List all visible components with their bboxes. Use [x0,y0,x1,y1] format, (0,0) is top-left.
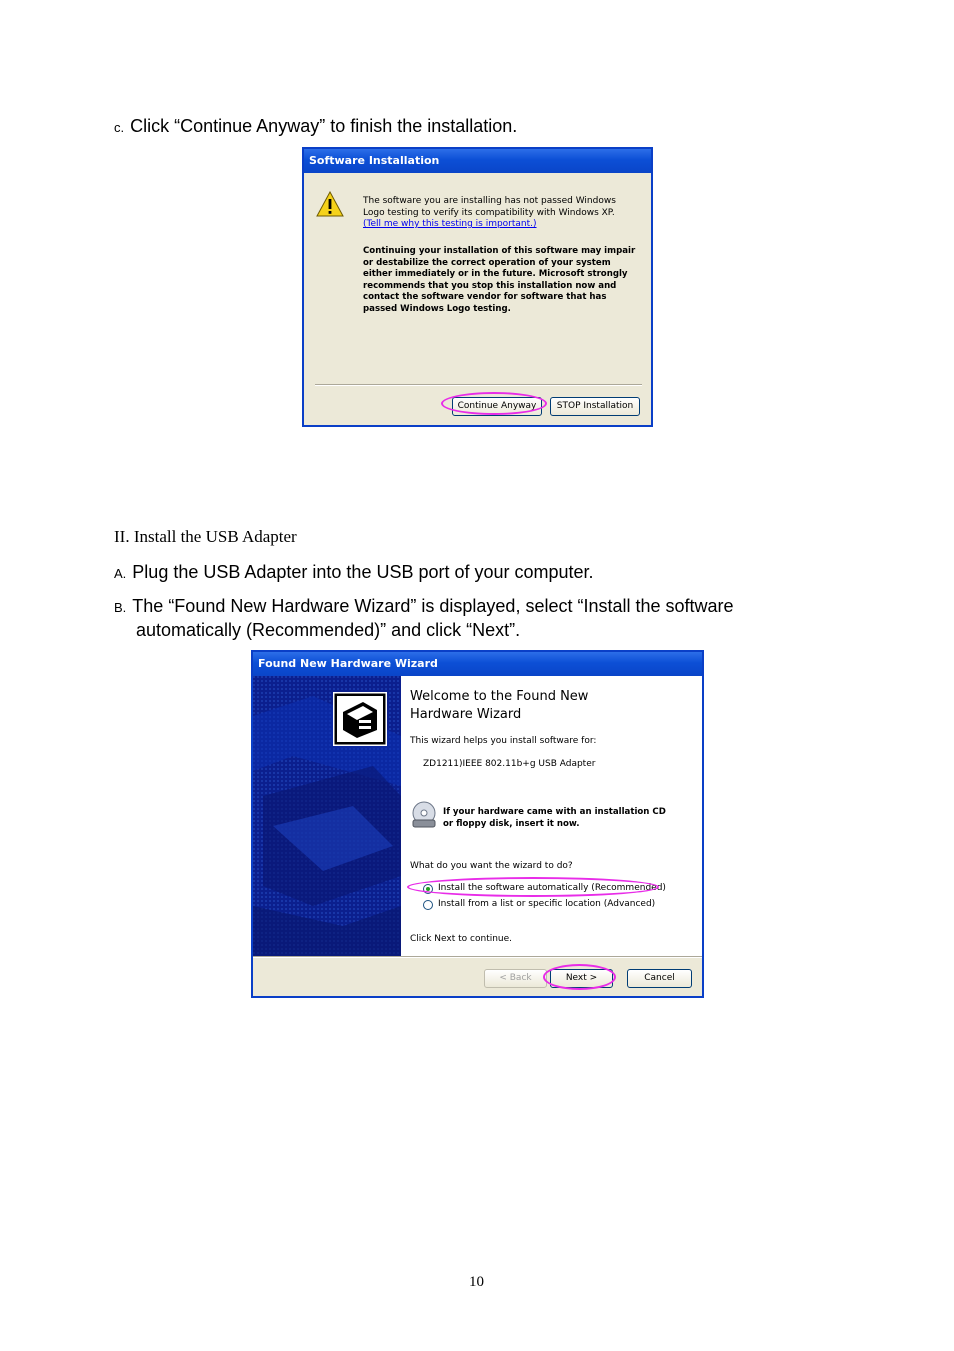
stop-installation-button[interactable]: STOP Installation [550,397,640,416]
step-a [114,560,594,586]
step-text: Click “Continue Anyway” to finish the installation. [130,116,518,136]
warning-text: Continuing your installation of this software may impair or destabilize the correct operation of your system either immediately or in the future. Microsoft strongly recommends that you stop this installation now and contact the software vendor for software that has passed Windows Logo testing. [363,246,636,314]
compatibility-message [363,196,629,231]
wizard-heading [410,688,588,724]
wizard-side-panel [253,676,401,956]
step-text: Plug the USB Adapter into the USB port of your computer. [132,562,594,582]
cd-instruction [443,807,666,830]
section-heading: II. Install the USB Adapter [114,527,297,546]
wizard-continue-text: Click Next to continue. [410,934,513,944]
step-b [114,594,734,620]
step-marker: B. [114,600,127,615]
dialog-separator [315,384,642,386]
wizard-separator [253,956,702,958]
software-installation-dialog [302,147,653,427]
cd-instruction-line: or floppy disk, insert it now. [443,818,580,829]
step-c [114,114,517,140]
step-text: The “Found New Hardware Wizard” is displayed, select “Install the software [132,596,734,616]
cd-icon [409,800,439,830]
wizard-intro: This wizard helps you install software for: [410,736,597,746]
wizard-question: What do you want the wizard to do? [410,861,573,871]
back-button[interactable]: < Back [484,969,547,988]
wizard-heading-line: Hardware Wizard [410,707,522,722]
wizard-content-panel [401,676,702,956]
dialog-title: Software Installation [304,149,651,173]
tell-me-why-link[interactable]: (Tell me why this testing is important.) [363,219,537,229]
warning-icon [316,191,344,217]
cd-instruction-line: If your hardware came with an installation CD [443,807,666,817]
wizard-heading-line: Welcome to the Found New [410,689,589,704]
step-b-continuation: automatically (Recommended)” and click “Next”. [136,620,521,640]
message-text: The software you are installing has not passed Windows Logo testing to verify its compatibility with Windows XP. [363,196,616,218]
option-install-automatic[interactable]: Install the software automatically (Recommended) [438,883,666,893]
page-number: 10 [469,1274,484,1290]
step-marker: c. [114,120,125,135]
wizard-title: Found New Hardware Wizard [253,652,702,676]
step-marker: A. [114,566,127,581]
continue-anyway-button[interactable]: Continue Anyway [452,397,542,416]
radio-install-automatic[interactable] [423,884,433,894]
radio-install-from-list[interactable] [423,900,433,910]
option-install-from-list[interactable]: Install from a list or specific location (Advanced) [438,899,656,909]
hardware-icon [333,692,387,746]
next-button[interactable]: Next > [550,969,613,988]
cancel-button[interactable]: Cancel [627,969,692,988]
device-name: ZD1211)IEEE 802.11b+g USB Adapter [423,759,596,769]
hardware-wizard-dialog [251,650,704,998]
